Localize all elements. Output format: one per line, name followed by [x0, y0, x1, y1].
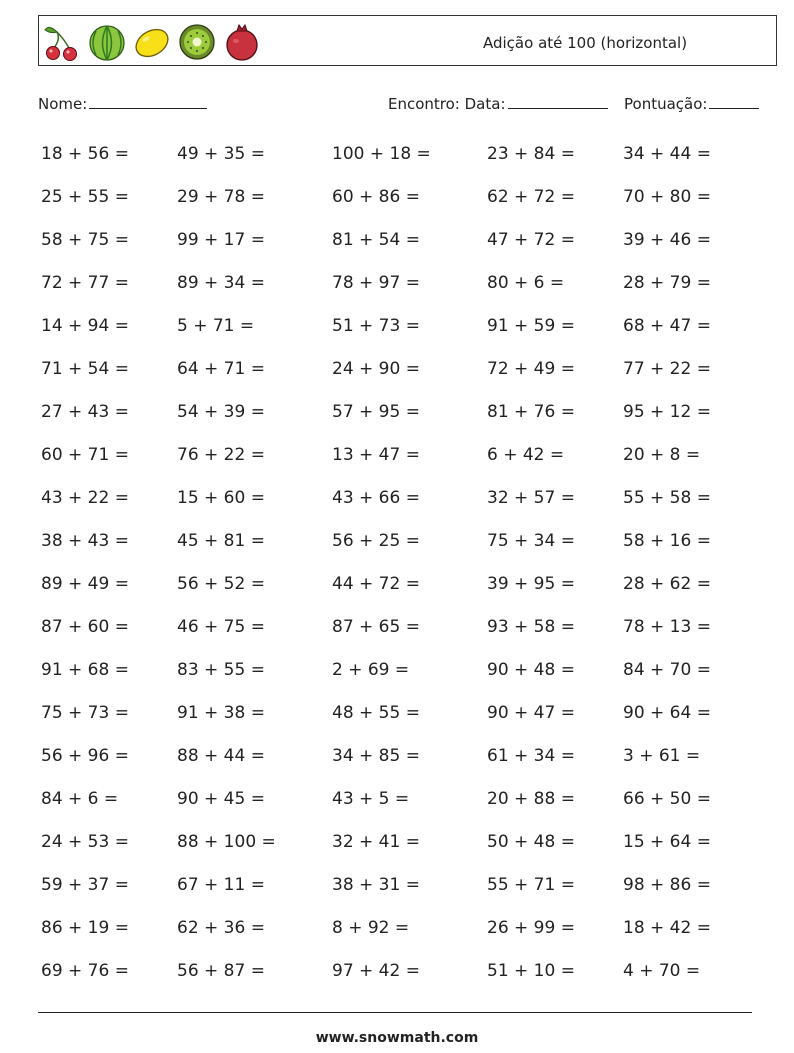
- problem-item: 78 + 97 =: [332, 273, 420, 293]
- kiwi-icon: [178, 22, 216, 62]
- problem-item: 23 + 84 =: [487, 144, 575, 164]
- problem-item: 68 + 47 =: [623, 316, 711, 336]
- problem-item: 71 + 54 =: [41, 359, 129, 379]
- problem-item: 87 + 65 =: [332, 617, 420, 637]
- problem-item: 88 + 44 =: [177, 746, 265, 766]
- cherry-icon: [43, 22, 81, 62]
- fruit-icon-strip: [43, 21, 261, 63]
- problem-item: 20 + 88 =: [487, 789, 575, 809]
- date-label: Encontro: Data:: [388, 95, 506, 113]
- problem-item: 2 + 69 =: [332, 660, 410, 680]
- problem-item: 87 + 60 =: [41, 617, 129, 637]
- problem-item: 100 + 18 =: [332, 144, 431, 164]
- problem-item: 32 + 41 =: [332, 832, 420, 852]
- date-field: [388, 94, 608, 113]
- problem-item: 46 + 75 =: [177, 617, 265, 637]
- problem-item: 90 + 48 =: [487, 660, 575, 680]
- problem-item: 28 + 62 =: [623, 574, 711, 594]
- score-label: Pontuação:: [624, 95, 708, 113]
- footer-url: www.snowmath.com: [315, 1030, 479, 1046]
- problem-item: 69 + 76 =: [41, 961, 129, 981]
- problem-item: 90 + 64 =: [623, 703, 711, 723]
- problem-item: 75 + 73 =: [41, 703, 129, 723]
- problem-item: 24 + 90 =: [332, 359, 420, 379]
- problem-item: 48 + 55 =: [332, 703, 420, 723]
- problem-item: 49 + 35 =: [177, 144, 265, 164]
- score-field: [624, 94, 759, 113]
- problem-item: 56 + 96 =: [41, 746, 129, 766]
- problem-item: 8 + 92 =: [332, 918, 410, 938]
- problem-item: 55 + 58 =: [623, 488, 711, 508]
- problem-item: 34 + 44 =: [623, 144, 711, 164]
- problem-item: 3 + 61 =: [623, 746, 701, 766]
- problem-item: 77 + 22 =: [623, 359, 711, 379]
- problem-item: 90 + 47 =: [487, 703, 575, 723]
- problem-item: 14 + 94 =: [41, 316, 129, 336]
- problem-item: 25 + 55 =: [41, 187, 129, 207]
- problem-item: 15 + 64 =: [623, 832, 711, 852]
- problem-item: 78 + 13 =: [623, 617, 711, 637]
- problem-item: 83 + 55 =: [177, 660, 265, 680]
- problem-item: 58 + 16 =: [623, 531, 711, 551]
- footer-divider: [38, 1012, 752, 1013]
- problem-item: 99 + 17 =: [177, 230, 265, 250]
- problem-item: 39 + 95 =: [487, 574, 575, 594]
- problem-item: 60 + 71 =: [41, 445, 129, 465]
- problem-item: 43 + 5 =: [332, 789, 410, 809]
- problem-item: 18 + 42 =: [623, 918, 711, 938]
- problem-item: 93 + 58 =: [487, 617, 575, 637]
- problem-item: 64 + 71 =: [177, 359, 265, 379]
- problem-item: 84 + 6 =: [41, 789, 119, 809]
- problem-item: 56 + 52 =: [177, 574, 265, 594]
- problem-item: 72 + 49 =: [487, 359, 575, 379]
- problem-item: 62 + 36 =: [177, 918, 265, 938]
- problem-item: 34 + 85 =: [332, 746, 420, 766]
- problem-item: 39 + 46 =: [623, 230, 711, 250]
- problem-item: 97 + 42 =: [332, 961, 420, 981]
- worksheet-header: [38, 15, 777, 66]
- problem-item: 70 + 80 =: [623, 187, 711, 207]
- problem-item: 72 + 77 =: [41, 273, 129, 293]
- problem-item: 18 + 56 =: [41, 144, 129, 164]
- problem-item: 44 + 72 =: [332, 574, 420, 594]
- name-blank-line: [89, 94, 207, 109]
- problem-item: 20 + 8 =: [623, 445, 701, 465]
- pomegranate-icon: [223, 22, 261, 62]
- problem-item: 59 + 37 =: [41, 875, 129, 895]
- problem-item: 51 + 73 =: [332, 316, 420, 336]
- date-blank-line: [508, 94, 608, 109]
- name-field: [38, 94, 207, 113]
- problem-item: 89 + 49 =: [41, 574, 129, 594]
- worksheet-title: Adição até 100 (horizontal): [483, 34, 688, 52]
- problem-item: 56 + 87 =: [177, 961, 265, 981]
- score-blank-line: [709, 94, 759, 109]
- problem-item: 29 + 78 =: [177, 187, 265, 207]
- problem-item: 54 + 39 =: [177, 402, 265, 422]
- problem-item: 55 + 71 =: [487, 875, 575, 895]
- problem-item: 6 + 42 =: [487, 445, 565, 465]
- problem-item: 57 + 95 =: [332, 402, 420, 422]
- problem-item: 66 + 50 =: [623, 789, 711, 809]
- problem-item: 90 + 45 =: [177, 789, 265, 809]
- problem-item: 43 + 22 =: [41, 488, 129, 508]
- problem-item: 15 + 60 =: [177, 488, 265, 508]
- problem-item: 38 + 43 =: [41, 531, 129, 551]
- name-label: Nome:: [38, 95, 88, 113]
- problem-item: 60 + 86 =: [332, 187, 420, 207]
- lemon-icon: [133, 22, 171, 62]
- problem-item: 88 + 100 =: [177, 832, 276, 852]
- problem-item: 76 + 22 =: [177, 445, 265, 465]
- problem-item: 86 + 19 =: [41, 918, 129, 938]
- problem-item: 28 + 79 =: [623, 273, 711, 293]
- problem-item: 56 + 25 =: [332, 531, 420, 551]
- problem-item: 5 + 71 =: [177, 316, 255, 336]
- problem-item: 81 + 54 =: [332, 230, 420, 250]
- problem-item: 61 + 34 =: [487, 746, 575, 766]
- problem-item: 84 + 70 =: [623, 660, 711, 680]
- problem-item: 13 + 47 =: [332, 445, 420, 465]
- problem-item: 67 + 11 =: [177, 875, 265, 895]
- problem-item: 45 + 81 =: [177, 531, 265, 551]
- problem-item: 24 + 53 =: [41, 832, 129, 852]
- problem-item: 80 + 6 =: [487, 273, 565, 293]
- problem-item: 50 + 48 =: [487, 832, 575, 852]
- problem-item: 95 + 12 =: [623, 402, 711, 422]
- problem-item: 91 + 38 =: [177, 703, 265, 723]
- problem-item: 51 + 10 =: [487, 961, 575, 981]
- problem-item: 26 + 99 =: [487, 918, 575, 938]
- problem-item: 75 + 34 =: [487, 531, 575, 551]
- problem-item: 89 + 34 =: [177, 273, 265, 293]
- problem-item: 43 + 66 =: [332, 488, 420, 508]
- problem-item: 58 + 75 =: [41, 230, 129, 250]
- problem-item: 62 + 72 =: [487, 187, 575, 207]
- problem-item: 98 + 86 =: [623, 875, 711, 895]
- problem-item: 27 + 43 =: [41, 402, 129, 422]
- problem-item: 32 + 57 =: [487, 488, 575, 508]
- problem-item: 47 + 72 =: [487, 230, 575, 250]
- problem-item: 38 + 31 =: [332, 875, 420, 895]
- problem-item: 91 + 59 =: [487, 316, 575, 336]
- problem-item: 4 + 70 =: [623, 961, 701, 981]
- problem-item: 81 + 76 =: [487, 402, 575, 422]
- problem-item: 91 + 68 =: [41, 660, 129, 680]
- watermelon-icon: [88, 22, 126, 62]
